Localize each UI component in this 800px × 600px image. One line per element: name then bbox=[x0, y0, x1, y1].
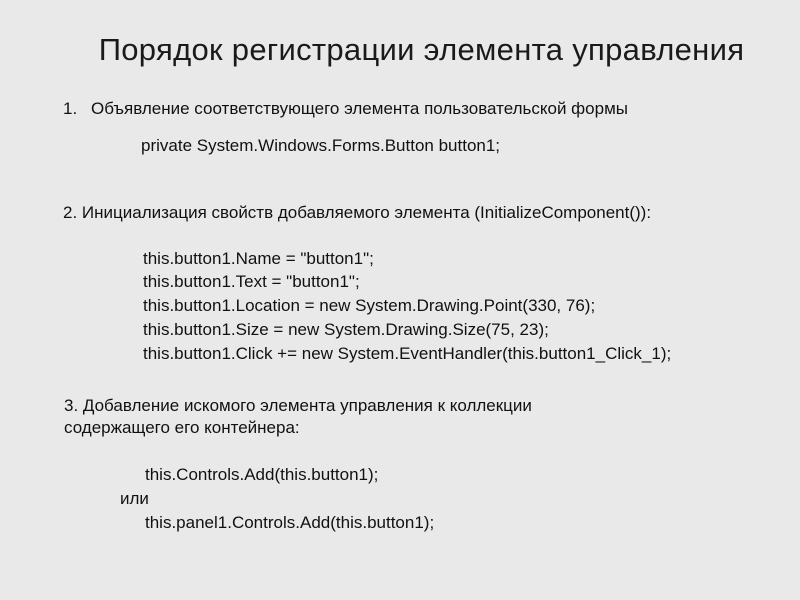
step-3-or-label: или bbox=[120, 489, 149, 508]
step-3-heading-line-2: содержащего его контейнера: bbox=[64, 418, 300, 437]
step-2-code-line: this.button1.Text = "button1"; bbox=[143, 272, 360, 291]
step-2-code-line: this.button1.Click += new System.EventHandler(this.button1_Click_1); bbox=[143, 344, 672, 363]
slide-title: Порядок регистрации элемента управления bbox=[98, 32, 745, 67]
step-2-code-line: this.button1.Name = "button1"; bbox=[143, 249, 374, 268]
step-3-code-line: this.Controls.Add(this.button1); bbox=[145, 465, 379, 484]
step-3-code-line: this.panel1.Controls.Add(this.button1); bbox=[145, 513, 435, 532]
step-2-code-line: this.button1.Location = new System.Drawing.Point(330, 76); bbox=[143, 296, 596, 315]
step-1-text: Объявление соответствующего элемента пользовательской формы bbox=[91, 99, 628, 118]
step-3-heading-line-1: 3. Добавление искомого элемента управления к коллекции bbox=[64, 396, 532, 415]
step-2-heading: 2. Инициализация свойств добавляемого элемента (InitializeComponent()): bbox=[63, 203, 652, 222]
step-1-number: 1. bbox=[63, 99, 78, 118]
step-1-code: private System.Windows.Forms.Button button1; bbox=[141, 136, 501, 155]
step-2-code-line: this.button1.Size = new System.Drawing.Size(75, 23); bbox=[143, 320, 549, 339]
step-1-heading bbox=[63, 99, 628, 119]
